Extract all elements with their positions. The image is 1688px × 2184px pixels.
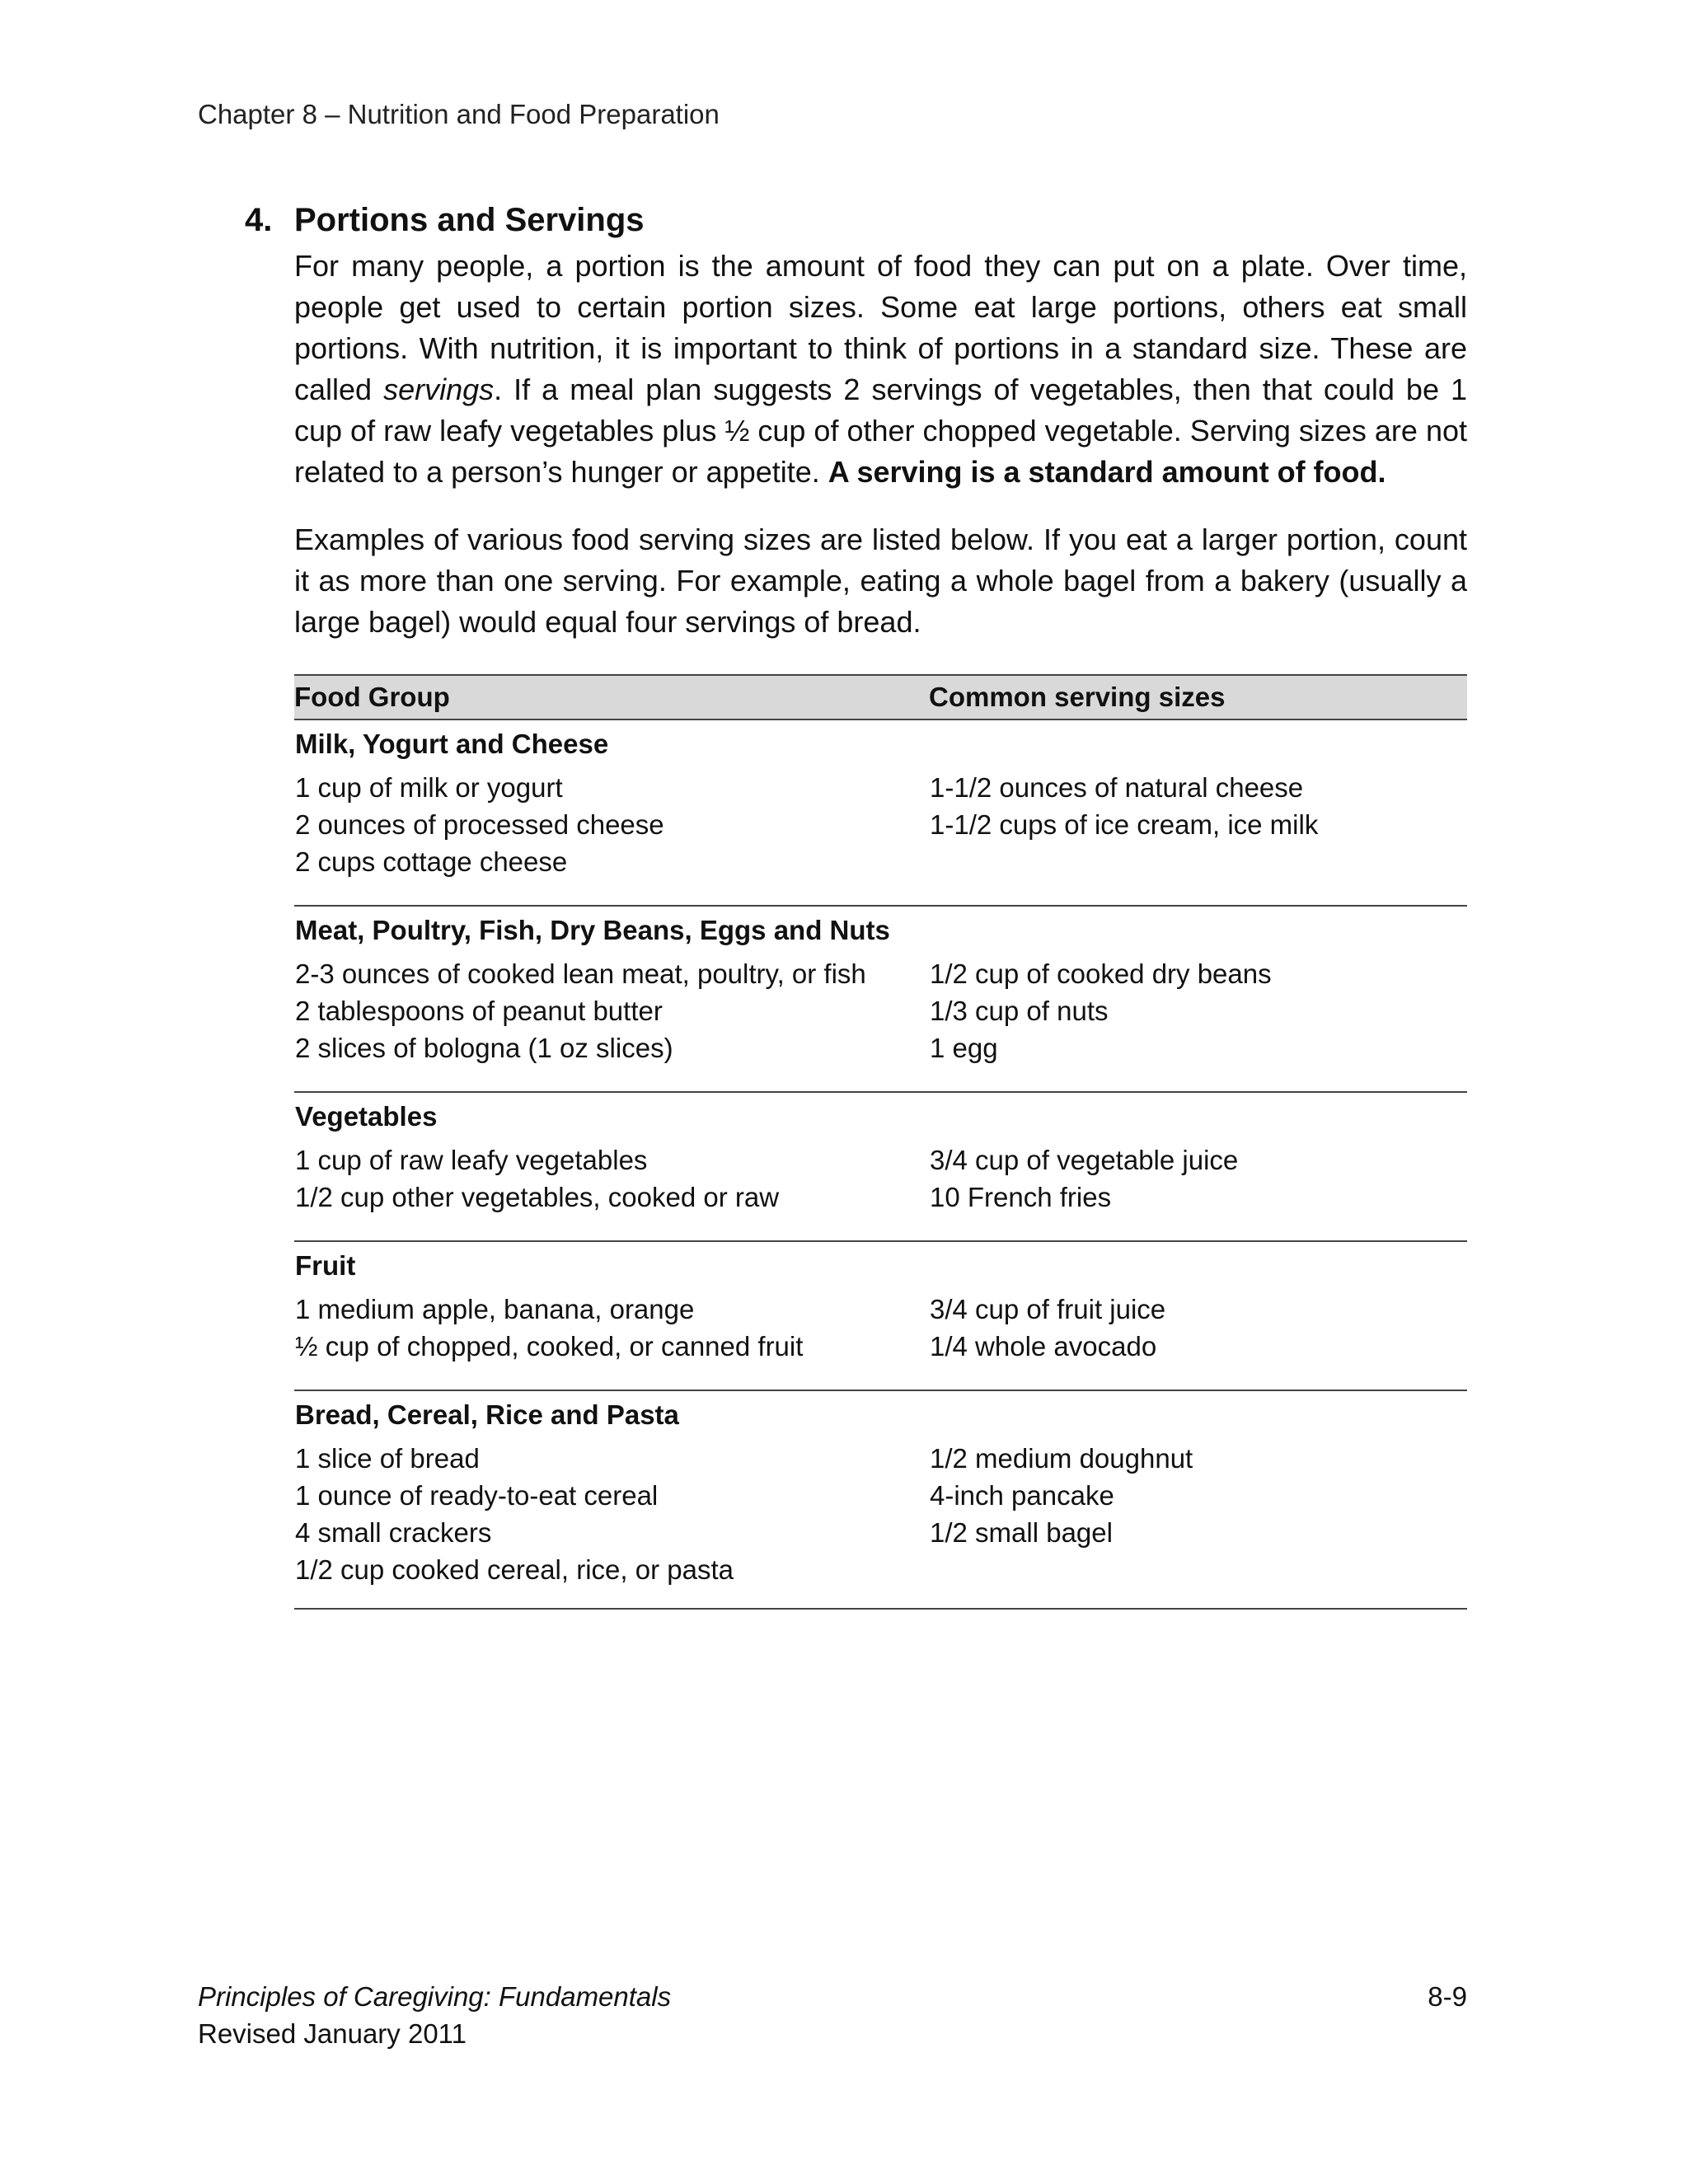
group-separator xyxy=(294,1609,1467,1610)
serving-item: 3/4 cup of vegetable juice xyxy=(930,1145,1239,1175)
section-body xyxy=(294,246,1467,1610)
food-group-servings-row xyxy=(294,1141,1467,1241)
header-common-serving-sizes: Common serving sizes xyxy=(929,675,1467,719)
food-group-row xyxy=(294,719,1467,768)
footer-book-title: Principles of Caregiving: Fundamentals xyxy=(198,1981,672,2012)
food-group-row xyxy=(294,1391,1467,1439)
paragraph-portions-part-b: . If a meal plan suggests 2 servings of vegetables, then that could be 1 cup of raw leafy vegetables plus ½ cup of other chopped vegetable. Serving sizes are not related to a person’s hunger or appetite. xyxy=(294,373,1468,489)
serving-column-right xyxy=(929,1439,1467,1609)
serving-column-left xyxy=(294,1290,929,1390)
serving-column-left xyxy=(294,1141,929,1241)
section-number: 4. xyxy=(245,202,273,238)
serving-item: 1 medium apple, banana, orange xyxy=(295,1294,695,1324)
serving-item: 1/2 cup other vegetables, cooked or raw xyxy=(295,1182,780,1212)
paragraph-portions-part-a: For many people, a portion is the amount of food they can put on a plate. Over time, people get used to certain portion sizes. Some eat large portions, others eat small portions. With nutrition, it is important to think of portions in a standard size. These are called xyxy=(294,249,1467,406)
serving-item: 4 small crackers xyxy=(295,1517,492,1548)
serving-column-right xyxy=(929,954,1467,1092)
serving-sizes-table xyxy=(294,674,1467,1610)
food-group-servings-row xyxy=(294,768,1467,906)
running-head: Chapter 8 – Nutrition and Food Preparation xyxy=(198,99,720,129)
paragraph-portions-emphasis: servings xyxy=(383,373,495,406)
paragraph-portions xyxy=(294,246,1467,493)
food-group-name: Vegetables xyxy=(295,1101,438,1132)
food-group-servings-row xyxy=(294,1439,1467,1609)
serving-column-right xyxy=(929,1141,1467,1241)
serving-item: 1-1/2 ounces of natural cheese xyxy=(930,772,1304,803)
serving-item: 1/2 cup of cooked dry beans xyxy=(930,958,1272,989)
serving-column-left xyxy=(294,954,929,1092)
serving-column-right xyxy=(929,768,1467,906)
food-group-servings-row xyxy=(294,954,1467,1092)
table-body xyxy=(294,719,1467,1610)
food-group-name: Milk, Yogurt and Cheese xyxy=(295,729,609,759)
separator-line xyxy=(294,1609,1467,1610)
food-group-row xyxy=(294,1242,1467,1290)
food-group-row xyxy=(294,907,1467,954)
serving-item: 2 ounces of processed cheese xyxy=(295,809,664,840)
serving-column-right xyxy=(929,1290,1467,1390)
serving-item: 3/4 cup of fruit juice xyxy=(930,1294,1166,1324)
serving-item: 1/2 cup cooked cereal, rice, or pasta xyxy=(295,1554,734,1585)
serving-item: 1/2 small bagel xyxy=(930,1517,1113,1548)
serving-item: 1 cup of raw leafy vegetables xyxy=(295,1145,648,1175)
serving-item: 2 tablespoons of peanut butter xyxy=(295,996,663,1026)
serving-item: 1 ounce of ready-to-eat cereal xyxy=(295,1480,659,1511)
paragraph-portions-bold: A serving is a standard amount of food. xyxy=(828,455,1386,489)
section-heading xyxy=(245,202,1469,239)
serving-item: 2 cups cottage cheese xyxy=(295,846,568,877)
serving-item: 2-3 ounces of cooked lean meat, poultry, or fish xyxy=(295,958,866,989)
serving-item: 1 cup of milk or yogurt xyxy=(295,772,563,803)
food-group-name: Fruit xyxy=(295,1250,356,1281)
table-header-row xyxy=(294,675,1467,719)
footer-left xyxy=(198,1978,671,2052)
serving-item: 1/2 medium doughnut xyxy=(930,1443,1193,1474)
section-portions-servings xyxy=(245,202,1469,1610)
header-food-group: Food Group xyxy=(294,675,929,719)
serving-item: 1 slice of bread xyxy=(295,1443,480,1474)
food-group-row xyxy=(294,1093,1467,1141)
serving-item: 1 egg xyxy=(930,1033,998,1063)
serving-column-left xyxy=(294,1439,929,1609)
section-title: Portions and Servings xyxy=(294,202,645,238)
footer-page-number: 8-9 xyxy=(1428,1981,1467,2012)
serving-item: 4-inch pancake xyxy=(930,1480,1114,1511)
serving-item: 1/4 whole avocado xyxy=(930,1331,1157,1361)
serving-item: 10 French fries xyxy=(930,1182,1112,1212)
serving-item: 1-1/2 cups of ice cream, ice milk xyxy=(930,809,1319,840)
food-group-name: Meat, Poultry, Fish, Dry Beans, Eggs and Nuts xyxy=(295,915,890,945)
serving-column-left xyxy=(294,768,929,906)
food-group-name: Bread, Cereal, Rice and Pasta xyxy=(295,1399,679,1430)
footer-revised: Revised January 2011 xyxy=(198,2018,467,2049)
serving-item: ½ cup of chopped, cooked, or canned fruit xyxy=(295,1331,804,1361)
serving-item: 1/3 cup of nuts xyxy=(930,996,1109,1026)
serving-item: 2 slices of bologna (1 oz slices) xyxy=(295,1033,673,1063)
food-group-servings-row xyxy=(294,1290,1467,1390)
paragraph-examples: Examples of various food serving sizes are listed below. If you eat a larger portion, count it as more than one serving. For example, eating a whole bagel from a bakery (usually a large bagel) would equal four servings of bread. xyxy=(294,523,1467,639)
